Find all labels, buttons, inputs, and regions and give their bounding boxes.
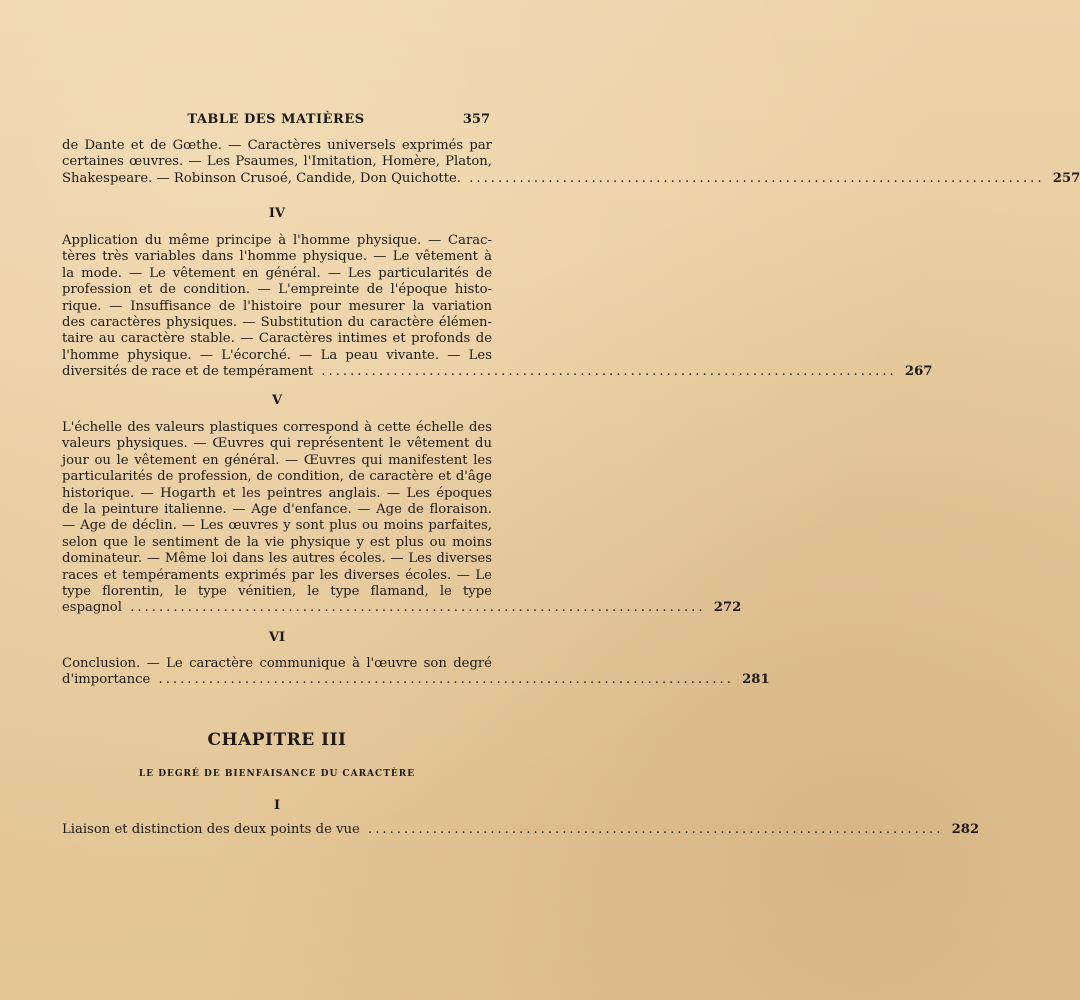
toc-line: type florentin, le type vénitien, le type flamand, le type xyxy=(62,583,492,599)
dot-leader: ................................................................................ xyxy=(368,822,944,837)
dot-leader: ................................................................................ xyxy=(321,364,897,380)
toc-line: Application du même principe à l'homme physique. — Carac- xyxy=(62,233,492,248)
toc-line: dominateur. — Même loi dans les autres écoles. — Les diverses xyxy=(62,551,492,567)
toc-line: rique. — Insuffisance de l'histoire pour mesurer la variation xyxy=(62,298,492,314)
toc-line: particularités de profession, de condition, de caractère et d'âge xyxy=(62,469,492,485)
section-number-v: V xyxy=(271,393,283,408)
toc-line: valeurs physiques. — Œuvres qui représentent le vêtement du xyxy=(62,436,492,452)
toc-entry xyxy=(62,656,770,689)
chapter-title: CHAPITRE III xyxy=(207,730,347,750)
toc-last-line xyxy=(62,822,980,838)
toc-line: — Age de déclin. — Les œuvres y sont plus ou moins parfaites, xyxy=(62,518,492,534)
toc-line: la mode. — Le vêtement en général. — Les particularités de xyxy=(62,265,492,281)
section-number-i: I xyxy=(273,798,281,813)
toc-line: des caractères physiques. — Substitution du caractère élémen- xyxy=(62,314,492,330)
toc-line-text: diversités de race et de tempérament xyxy=(62,364,314,380)
toc-entry xyxy=(62,420,742,617)
toc-line: l'homme physique. — L'écorché. — La peau vivante. — Les xyxy=(62,347,492,363)
toc-line: tères très variables dans l'homme physique. — Le vêtement à xyxy=(62,249,492,265)
toc-line: taire au caractère stable. — Caractères intimes et profonds de xyxy=(62,331,492,347)
toc-line: L'échelle des valeurs plastiques correspond à cette échelle des xyxy=(62,420,492,435)
toc-page-ref: 267 xyxy=(904,364,933,380)
toc-line-text: Liaison et distinction des deux points de vue xyxy=(62,822,360,837)
toc-entry xyxy=(62,822,980,838)
page-header xyxy=(62,112,490,132)
toc-line: jour ou le vêtement en général. — Œuvres qui manifestent les xyxy=(62,452,492,468)
toc-line: historique. — Hogarth et les peintres anglais. — Les époques xyxy=(62,485,492,501)
toc-entry-continuation xyxy=(62,138,1080,187)
toc-line: de la peinture italienne. — Age d'enfance. — Age de floraison. xyxy=(62,501,492,517)
toc-line: certaines œuvres. — Les Psaumes, l'Imitation, Homère, Platon, xyxy=(62,154,492,170)
toc-line-text: Shakespeare. — Robinson Crusoé, Candide, Don Quichotte. xyxy=(62,170,461,186)
toc-last-line xyxy=(62,600,742,616)
section-number-iv: IV xyxy=(268,206,286,221)
toc-line: de Dante et de Gœthe. — Caractères universels exprimés par xyxy=(62,138,492,153)
toc-line: selon que le sentiment de la vie physique y est plus ou moins xyxy=(62,534,492,550)
toc-line-text: espagnol xyxy=(62,600,122,616)
chapter-subtitle: LE DEGRÉ DE BIENFAISANCE DU CARACTÈRE xyxy=(138,769,416,779)
toc-line: profession et de condition. — L'empreinte de l'époque histo- xyxy=(62,282,492,298)
toc-page-ref: 281 xyxy=(742,672,770,688)
toc-line: races et tempéraments exprimés par les diverses écoles. — Le xyxy=(62,567,492,583)
dot-leader: ................................................................................ xyxy=(130,600,706,616)
section-number-vi: VI xyxy=(268,630,286,645)
running-title: TABLE DES MATIÈRES xyxy=(187,112,365,127)
toc-line-text: d'importance xyxy=(62,672,151,688)
toc-page-ref: 257 xyxy=(1052,170,1080,186)
dot-leader: ................................................................................ xyxy=(469,170,1045,186)
toc-entry xyxy=(62,233,933,381)
toc-page-ref: 272 xyxy=(713,600,742,616)
toc-page-ref: 282 xyxy=(951,822,980,837)
toc-last-line xyxy=(62,364,933,380)
dot-leader: ................................................................................ xyxy=(158,672,734,688)
toc-last-line xyxy=(62,170,1080,187)
toc-line: Conclusion. — Le caractère communique à l'œuvre son degré xyxy=(62,656,492,671)
page-number: 357 xyxy=(462,112,490,127)
toc-last-line xyxy=(62,672,770,688)
